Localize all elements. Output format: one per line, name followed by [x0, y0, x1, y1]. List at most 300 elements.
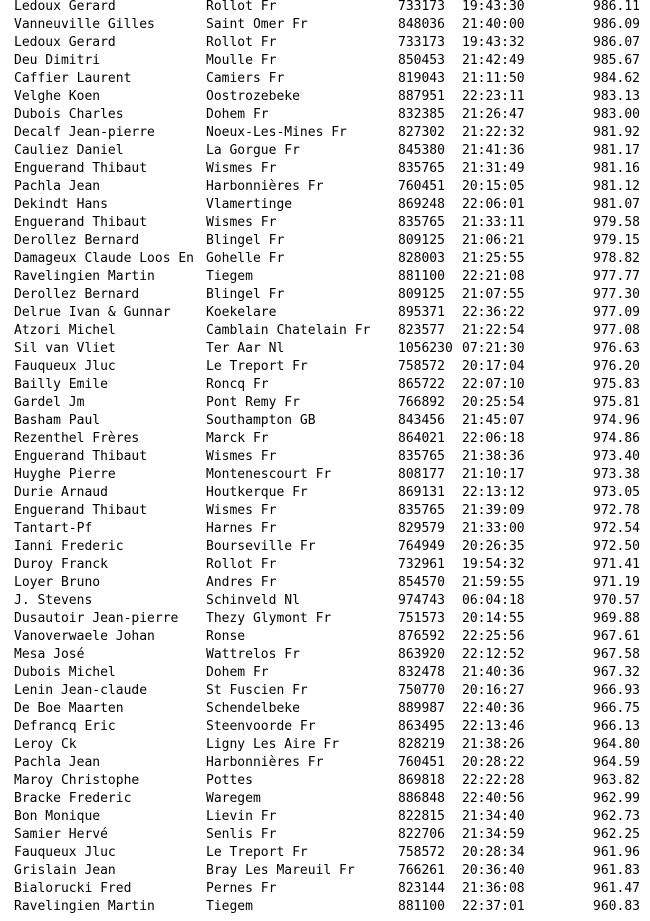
distance-value: 869248: [398, 197, 445, 212]
arrival-time: 20:15:05: [462, 179, 525, 194]
table-row: [0, 484, 650, 502]
speed-value: 961.83: [593, 863, 640, 878]
arrival-time: 22:06:01: [462, 197, 525, 212]
table-row: [0, 520, 650, 538]
pilot-name: Fauqueux Jluc: [14, 845, 116, 860]
place-name: Lievin Fr: [206, 809, 277, 824]
arrival-time: 21:41:36: [462, 143, 525, 158]
table-row: [0, 826, 650, 844]
arrival-time: 20:36:40: [462, 863, 525, 878]
speed-value: 967.58: [593, 647, 640, 662]
place-name: Noeux-Les-Mines Fr: [206, 125, 347, 140]
pilot-name: Fauqueux Jluc: [14, 359, 116, 374]
arrival-time: 21:34:40: [462, 809, 525, 824]
speed-value: 977.30: [593, 287, 640, 302]
table-row: [0, 808, 650, 826]
arrival-time: 21:33:11: [462, 215, 525, 230]
speed-value: 966.75: [593, 701, 640, 716]
arrival-time: 21:59:55: [462, 575, 525, 590]
pilot-name: Bracke Frederic: [14, 791, 132, 806]
pilot-name: Ledoux Gerard: [14, 0, 116, 14]
arrival-time: 21:36:08: [462, 881, 525, 896]
place-name: Wismes Fr: [206, 503, 277, 518]
pilot-name: Gardel Jm: [14, 395, 85, 410]
speed-value: 961.96: [593, 845, 640, 860]
arrival-time: 19:43:30: [462, 0, 525, 14]
table-row: [0, 376, 650, 394]
pilot-name: Maroy Christophe: [14, 773, 140, 788]
place-name: Andres Fr: [206, 575, 277, 590]
pilot-name: Atzori Michel: [14, 323, 116, 338]
place-name: Moulle Fr: [206, 53, 277, 68]
arrival-time: 20:17:04: [462, 359, 525, 374]
distance-value: 895371: [398, 305, 445, 320]
place-name: Koekelare: [206, 305, 277, 320]
distance-value: 732961: [398, 557, 445, 572]
distance-value: 881100: [398, 269, 445, 284]
distance-value: 865722: [398, 377, 445, 392]
pilot-name: Derollez Bernard: [14, 233, 140, 248]
pilot-name: Dubois Michel: [14, 665, 116, 680]
table-row: [0, 304, 650, 322]
speed-value: 960.83: [593, 899, 640, 914]
place-name: Camiers Fr: [206, 71, 285, 86]
place-name: Rollot Fr: [206, 0, 277, 14]
speed-value: 977.08: [593, 323, 640, 338]
pilot-name: Derollez Bernard: [14, 287, 140, 302]
distance-value: 889987: [398, 701, 445, 716]
place-name: Tiegem: [206, 269, 253, 284]
distance-value: 835765: [398, 503, 445, 518]
arrival-time: 20:28:22: [462, 755, 525, 770]
pilot-name: Ledoux Gerard: [14, 35, 116, 50]
distance-value: 766261: [398, 863, 445, 878]
arrival-time: 21:31:49: [462, 161, 525, 176]
place-name: Bray Les Mareuil Fr: [206, 863, 355, 878]
distance-value: 863495: [398, 719, 445, 734]
pilot-name: Rezenthel Frères: [14, 431, 140, 446]
arrival-time: 19:54:32: [462, 557, 525, 572]
place-name: Saint Omer Fr: [206, 17, 308, 32]
arrival-time: 21:22:54: [462, 323, 525, 338]
pilot-name: Pachla Jean: [14, 755, 101, 770]
table-row: [0, 700, 650, 718]
table-row: [0, 340, 650, 358]
speed-value: 975.83: [593, 377, 640, 392]
distance-value: 835765: [398, 161, 445, 176]
table-row: [0, 196, 650, 214]
distance-value: 733173: [398, 35, 445, 50]
distance-value: 828219: [398, 737, 445, 752]
table-row: [0, 358, 650, 376]
pilot-name: Ianni Frederic: [14, 539, 124, 554]
distance-value: 869818: [398, 773, 445, 788]
speed-value: 971.19: [593, 575, 640, 590]
table-row: [0, 898, 650, 916]
arrival-time: 20:26:35: [462, 539, 525, 554]
speed-value: 977.77: [593, 269, 640, 284]
pilot-name: Deu Dimitri: [14, 53, 101, 68]
distance-value: 822706: [398, 827, 445, 842]
pilot-name: Samier Hervé: [14, 827, 108, 842]
distance-value: 881100: [398, 899, 445, 914]
distance-value: 869131: [398, 485, 445, 500]
arrival-time: 21:07:55: [462, 287, 525, 302]
arrival-time: 22:22:28: [462, 773, 525, 788]
distance-value: 854570: [398, 575, 445, 590]
place-name: Senlis Fr: [206, 827, 277, 842]
speed-value: 967.61: [593, 629, 640, 644]
table-row: [0, 412, 650, 430]
speed-value: 986.09: [593, 17, 640, 32]
place-name: Wismes Fr: [206, 161, 277, 176]
pilot-name: Tantart-Pf: [14, 521, 93, 536]
distance-value: 827302: [398, 125, 445, 140]
distance-value: 845380: [398, 143, 445, 158]
speed-value: 962.99: [593, 791, 640, 806]
distance-value: 832478: [398, 665, 445, 680]
arrival-time: 21:11:50: [462, 71, 525, 86]
arrival-time: 22:25:56: [462, 629, 525, 644]
table-row: [0, 538, 650, 556]
arrival-time: 19:43:32: [462, 35, 525, 50]
distance-value: 750770: [398, 683, 445, 698]
speed-value: 974.96: [593, 413, 640, 428]
place-name: Steenvoorde Fr: [206, 719, 316, 734]
table-row: [0, 628, 650, 646]
pilot-name: Bon Monique: [14, 809, 101, 824]
place-name: Houtkerque Fr: [206, 485, 308, 500]
pilot-name: Vanneuville Gilles: [14, 17, 155, 32]
place-name: Le Treport Fr: [206, 359, 308, 374]
pilot-name: Enguerand Thibaut: [14, 161, 148, 176]
table-row: [0, 394, 650, 412]
place-name: Pottes: [206, 773, 253, 788]
pilot-name: Cauliez Daniel: [14, 143, 124, 158]
arrival-time: 22:21:08: [462, 269, 525, 284]
pilot-name: Huyghe Pierre: [14, 467, 116, 482]
distance-value: 809125: [398, 233, 445, 248]
table-row: [0, 322, 650, 340]
pilot-name: Grislain Jean: [14, 863, 116, 878]
pilot-name: Enguerand Thibaut: [14, 215, 148, 230]
place-name: Rollot Fr: [206, 35, 277, 50]
arrival-time: 21:33:00: [462, 521, 525, 536]
arrival-time: 22:12:52: [462, 647, 525, 662]
speed-value: 986.07: [593, 35, 640, 50]
arrival-time: 21:45:07: [462, 413, 525, 428]
pilot-name: Decalf Jean-pierre: [14, 125, 155, 140]
pilot-name: Bailly Emile: [14, 377, 108, 392]
speed-value: 973.40: [593, 449, 640, 464]
distance-value: 850453: [398, 53, 445, 68]
pilot-name: Loyer Bruno: [14, 575, 101, 590]
speed-value: 964.80: [593, 737, 640, 752]
place-name: Oostrozebeke: [206, 89, 300, 104]
speed-value: 981.07: [593, 197, 640, 212]
arrival-time: 20:25:54: [462, 395, 525, 410]
speed-value: 972.54: [593, 521, 640, 536]
place-name: Blingel Fr: [206, 233, 285, 248]
table-row: [0, 430, 650, 448]
arrival-time: 22:07:10: [462, 377, 525, 392]
speed-value: 976.63: [593, 341, 640, 356]
speed-value: 981.16: [593, 161, 640, 176]
distance-value: 828003: [398, 251, 445, 266]
table-row: [0, 880, 650, 898]
place-name: Blingel Fr: [206, 287, 285, 302]
pilot-name: Velghe Koen: [14, 89, 101, 104]
arrival-time: 22:40:36: [462, 701, 525, 716]
distance-value: 876592: [398, 629, 445, 644]
pilot-name: Sil van Vliet: [14, 341, 116, 356]
speed-value: 984.62: [593, 71, 640, 86]
table-row: [0, 718, 650, 736]
speed-value: 983.13: [593, 89, 640, 104]
table-row: [0, 790, 650, 808]
arrival-time: 21:06:21: [462, 233, 525, 248]
pilot-name: Caffier Laurent: [14, 71, 132, 86]
distance-value: 766892: [398, 395, 445, 410]
arrival-time: 21:22:32: [462, 125, 525, 140]
distance-value: 974743: [398, 593, 445, 608]
table-row: [0, 16, 650, 34]
arrival-time: 22:06:18: [462, 431, 525, 446]
distance-value: 829579: [398, 521, 445, 536]
speed-value: 962.25: [593, 827, 640, 842]
distance-value: 822815: [398, 809, 445, 824]
distance-value: 863920: [398, 647, 445, 662]
pilot-name: Duroy Franck: [14, 557, 108, 572]
place-name: Harnes Fr: [206, 521, 277, 536]
table-row: [0, 124, 650, 142]
place-name: Schendelbeke: [206, 701, 300, 716]
place-name: Schinveld Nl: [206, 593, 300, 608]
table-row: [0, 574, 650, 592]
table-row: [0, 34, 650, 52]
place-name: Rollot Fr: [206, 557, 277, 572]
pilot-name: Dusautoir Jean-pierre: [14, 611, 179, 626]
table-row: [0, 844, 650, 862]
arrival-time: 22:23:11: [462, 89, 525, 104]
place-name: Harbonnières Fr: [206, 179, 324, 194]
place-name: Waregem: [206, 791, 261, 806]
speed-value: 975.81: [593, 395, 640, 410]
table-row: [0, 250, 650, 268]
pilot-name: Mesa José: [14, 647, 85, 662]
place-name: Montenescourt Fr: [206, 467, 332, 482]
table-row: [0, 178, 650, 196]
table-row: [0, 772, 650, 790]
pilot-name: Damageux Claude Loos En: [14, 251, 195, 266]
distance-value: 832385: [398, 107, 445, 122]
arrival-time: 22:36:22: [462, 305, 525, 320]
speed-value: 961.47: [593, 881, 640, 896]
arrival-time: 06:04:18: [462, 593, 525, 608]
place-name: Bourseville Fr: [206, 539, 316, 554]
place-name: St Fuscien Fr: [206, 683, 308, 698]
speed-value: 966.93: [593, 683, 640, 698]
place-name: Tiegem: [206, 899, 253, 914]
distance-value: 733173: [398, 0, 445, 14]
table-row: [0, 556, 650, 574]
arrival-time: 22:13:12: [462, 485, 525, 500]
arrival-time: 21:26:47: [462, 107, 525, 122]
distance-value: 751573: [398, 611, 445, 626]
pilot-name: Dubois Charles: [14, 107, 124, 122]
place-name: Camblain Chatelain Fr: [206, 323, 371, 338]
table-row: [0, 106, 650, 124]
distance-value: 823577: [398, 323, 445, 338]
speed-value: 978.82: [593, 251, 640, 266]
distance-value: 760451: [398, 179, 445, 194]
place-name: Ronse: [206, 629, 246, 644]
arrival-time: 21:39:09: [462, 503, 525, 518]
table-row: [0, 70, 650, 88]
pilot-name: Basham Paul: [14, 413, 101, 428]
distance-value: 848036: [398, 17, 445, 32]
speed-value: 969.88: [593, 611, 640, 626]
speed-value: 979.15: [593, 233, 640, 248]
distance-value: 1056230: [398, 341, 453, 356]
place-name: Dohem Fr: [206, 665, 269, 680]
place-name: Wismes Fr: [206, 215, 277, 230]
speed-value: 962.73: [593, 809, 640, 824]
table-row: [0, 88, 650, 106]
distance-value: 764949: [398, 539, 445, 554]
pilot-name: Ravelingien Martin: [14, 269, 155, 284]
speed-value: 985.67: [593, 53, 640, 68]
arrival-time: 21:34:59: [462, 827, 525, 842]
speed-value: 964.59: [593, 755, 640, 770]
arrival-time: 21:38:26: [462, 737, 525, 752]
table-row: [0, 502, 650, 520]
distance-value: 864021: [398, 431, 445, 446]
speed-value: 973.38: [593, 467, 640, 482]
table-row: [0, 286, 650, 304]
pilot-name: Lenin Jean-claude: [14, 683, 148, 698]
table-row: [0, 862, 650, 880]
place-name: Le Treport Fr: [206, 845, 308, 860]
arrival-time: 20:14:55: [462, 611, 525, 626]
pilot-name: De Boe Maarten: [14, 701, 124, 716]
speed-value: 972.78: [593, 503, 640, 518]
speed-value: 986.11: [593, 0, 640, 14]
table-row: [0, 682, 650, 700]
speed-value: 963.82: [593, 773, 640, 788]
place-name: Marck Fr: [206, 431, 269, 446]
pilot-name: Leroy Ck: [14, 737, 77, 752]
pilot-name: Defrancq Eric: [14, 719, 116, 734]
speed-value: 974.86: [593, 431, 640, 446]
place-name: Southampton GB: [206, 413, 316, 428]
distance-value: 835765: [398, 215, 445, 230]
speed-value: 977.09: [593, 305, 640, 320]
distance-value: 758572: [398, 845, 445, 860]
arrival-time: 21:40:00: [462, 17, 525, 32]
arrival-time: 20:16:27: [462, 683, 525, 698]
arrival-time: 20:28:34: [462, 845, 525, 860]
speed-value: 970.57: [593, 593, 640, 608]
table-row: [0, 592, 650, 610]
place-name: Roncq Fr: [206, 377, 269, 392]
place-name: Ligny Les Aire Fr: [206, 737, 340, 752]
table-row: [0, 610, 650, 628]
arrival-time: 21:38:36: [462, 449, 525, 464]
table-row: [0, 142, 650, 160]
table-row: [0, 646, 650, 664]
table-row: [0, 466, 650, 484]
place-name: Thezy Glymont Fr: [206, 611, 332, 626]
table-row: [0, 736, 650, 754]
place-name: Harbonnières Fr: [206, 755, 324, 770]
place-name: La Gorgue Fr: [206, 143, 300, 158]
pilot-name: Delrue Ivan & Gunnar: [14, 305, 171, 320]
table-row: [0, 448, 650, 466]
pilot-name: Vanoverwaele Johan: [14, 629, 155, 644]
table-row: [0, 52, 650, 70]
distance-value: 808177: [398, 467, 445, 482]
arrival-time: 21:42:49: [462, 53, 525, 68]
distance-value: 758572: [398, 359, 445, 374]
distance-value: 823144: [398, 881, 445, 896]
speed-value: 981.12: [593, 179, 640, 194]
distance-value: 843456: [398, 413, 445, 428]
speed-value: 966.13: [593, 719, 640, 734]
table-row: [0, 160, 650, 178]
distance-value: 835765: [398, 449, 445, 464]
distance-value: 809125: [398, 287, 445, 302]
speed-value: 972.50: [593, 539, 640, 554]
place-name: Dohem Fr: [206, 107, 269, 122]
speed-value: 983.00: [593, 107, 640, 122]
place-name: Ter Aar Nl: [206, 341, 285, 356]
place-name: Wattrelos Fr: [206, 647, 300, 662]
pilot-name: Pachla Jean: [14, 179, 101, 194]
distance-value: 760451: [398, 755, 445, 770]
place-name: Vlamertinge: [206, 197, 293, 212]
arrival-time: 22:37:01: [462, 899, 525, 914]
place-name: Pont Remy Fr: [206, 395, 300, 410]
table-row: [0, 754, 650, 772]
table-row: [0, 232, 650, 250]
arrival-time: 21:40:36: [462, 665, 525, 680]
arrival-time: 21:25:55: [462, 251, 525, 266]
pilot-name: Durie Arnaud: [14, 485, 108, 500]
place-name: Gohelle Fr: [206, 251, 285, 266]
arrival-time: 22:13:46: [462, 719, 525, 734]
pilot-name: Dekindt Hans: [14, 197, 108, 212]
arrival-time: 22:40:56: [462, 791, 525, 806]
speed-value: 981.92: [593, 125, 640, 140]
place-name: Wismes Fr: [206, 449, 277, 464]
pilot-name: Enguerand Thibaut: [14, 503, 148, 518]
pilot-name: Bialorucki Fred: [14, 881, 132, 896]
table-row: [0, 268, 650, 286]
distance-value: 886848: [398, 791, 445, 806]
pilot-name: Enguerand Thibaut: [14, 449, 148, 464]
speed-value: 976.20: [593, 359, 640, 374]
table-row: [0, 664, 650, 682]
place-name: Pernes Fr: [206, 881, 277, 896]
speed-value: 981.17: [593, 143, 640, 158]
pilot-name: J. Stevens: [14, 593, 93, 608]
pilot-name: Ravelingien Martin: [14, 899, 155, 914]
table-row: [0, 0, 650, 16]
table-row: [0, 214, 650, 232]
distance-value: 819043: [398, 71, 445, 86]
speed-value: 973.05: [593, 485, 640, 500]
